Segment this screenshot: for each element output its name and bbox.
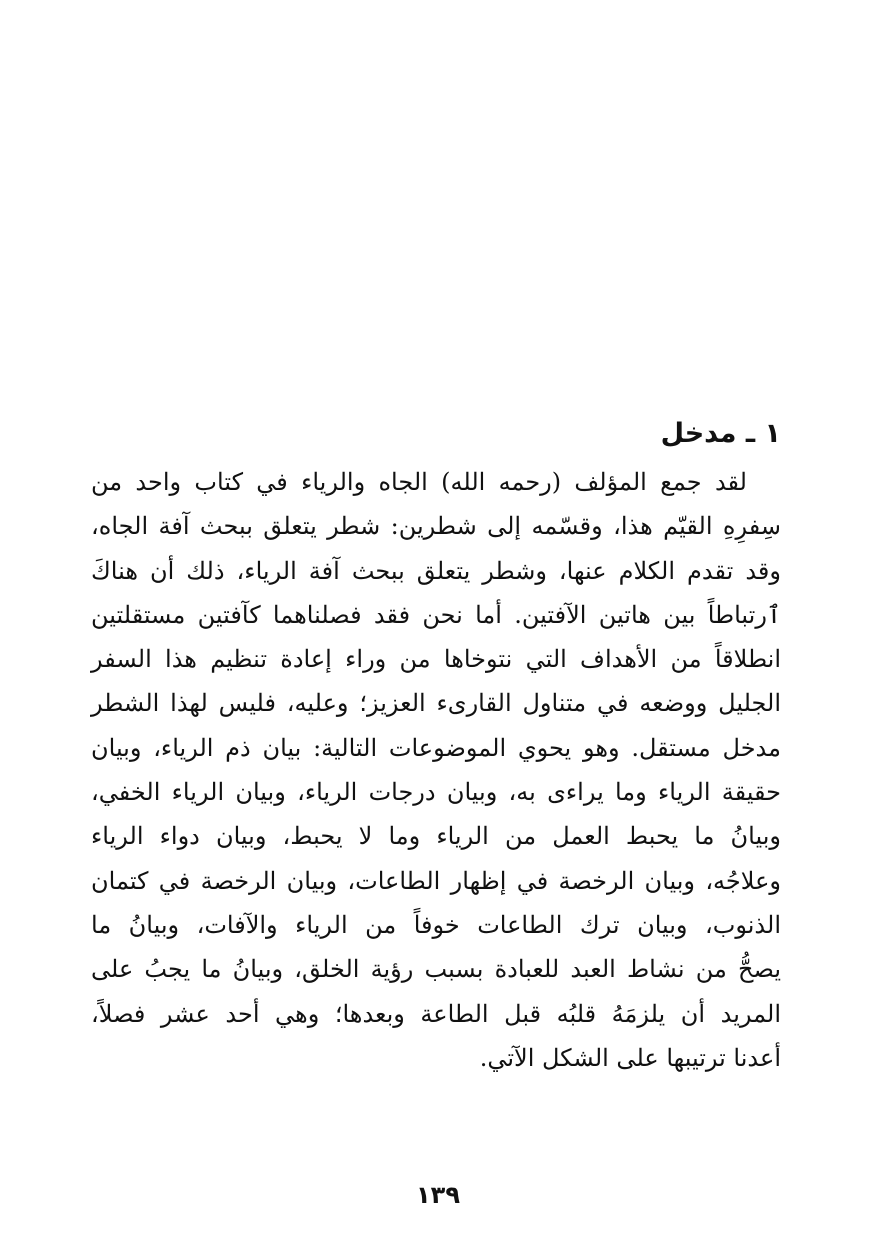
paragraph-line: المريد أن يلزمَهُ قلبُه قبل الطاعة وبعدها؛ وهي أحد عشر فصلاً، <box>91 999 781 1028</box>
paragraph-line: يصحُّ من نشاط العبد للعبادة بسبب رؤية الخلق، وبيانُ ما يجبُ على <box>91 955 781 984</box>
paragraph-line: الجليل ووضعه في متناول القارىء العزيز؛ وعليه، فليس لهذا الشطر <box>91 689 781 718</box>
paragraph-line: حقيقة الرياء وما يراءى به، وبيان درجات الرياء، وبيان الرياء الخفي، <box>91 778 781 807</box>
paragraph-line: انطلاقاً من الأهداف التي نتوخاها من وراء إعادة تنظيم هذا السفر <box>91 645 781 674</box>
paragraph-line: مدخل مستقل. وهو يحوي الموضوعات التالية: بيان ذم الرياء، وبيان <box>91 733 781 762</box>
section-heading: ١ ـ مدخل <box>660 418 781 449</box>
paragraph-line: وبيانُ ما يحبط العمل من الرياء وما لا يحبط، وبيان دواء الرياء <box>91 822 781 851</box>
page-number: ١٣٩ <box>416 1181 460 1209</box>
paragraph-line: وعلاجُه، وبيان الرخصة في إظهار الطاعات، وبيان الرخصة في كتمان <box>91 866 781 895</box>
body-paragraph <box>91 460 781 1080</box>
paragraph-line: وقد تقدم الكلام عنها، وشطر يتعلق ببحث آفة الرياء، ذلك أن هناكَ <box>91 556 781 585</box>
paragraph-line: ٱرتباطاً بين هاتين الآفتين. أما نحن فقد فصلناهما كآفتين مستقلتين <box>91 600 781 629</box>
paragraph-line: الذنوب، وبيان ترك الطاعات خوفاً من الرياء والآفات، وبيانُ ما <box>91 910 781 939</box>
paragraph-line: سِفرِهِ القيّم هذا، وقسّمه إلى شطرين: شطر يتعلق ببحث آفة الجاه، <box>91 512 781 541</box>
paragraph-line: أعدنا ترتيبها على الشكل الآتي. <box>479 1043 781 1072</box>
paragraph-line: لقد جمع المؤلف (رحمه الله) الجاه والرياء في كتاب واحد من <box>91 468 747 496</box>
